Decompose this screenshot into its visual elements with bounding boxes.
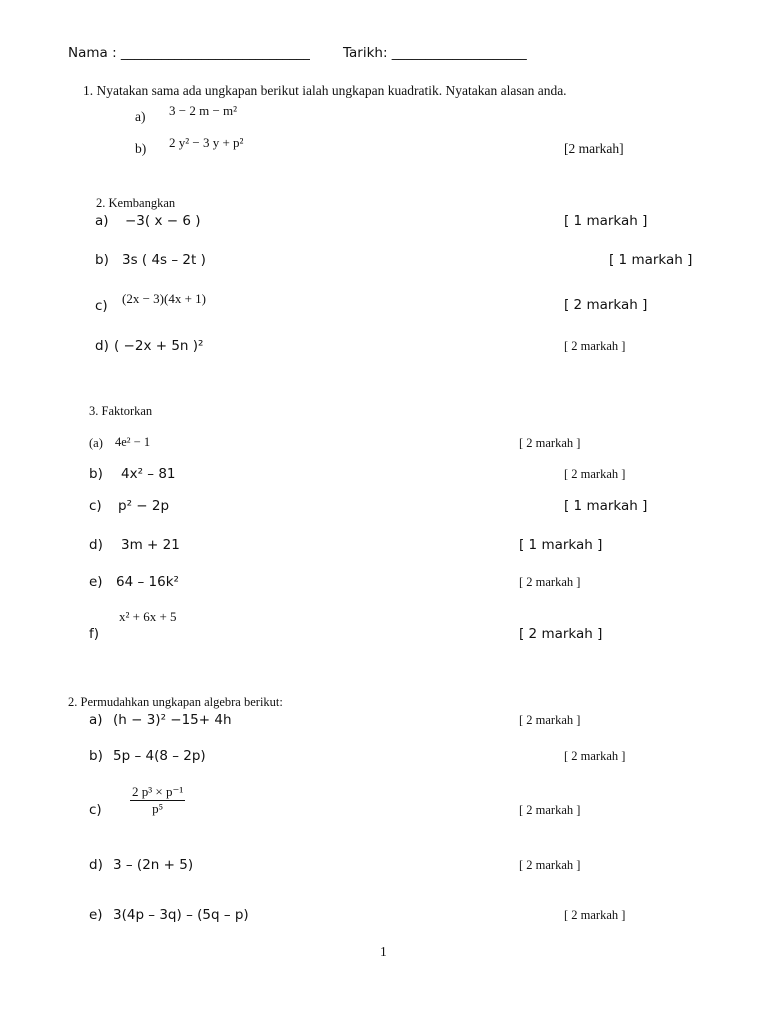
q4-a-label: a) xyxy=(89,712,103,728)
q4-b-marks: [ 2 markah ] xyxy=(564,749,626,763)
q4-b-expression: 5p – 4(8 – 2p) xyxy=(113,748,206,764)
q4-c-label: c) xyxy=(89,802,102,818)
page-number: 1 xyxy=(380,944,387,959)
q4-d-label: d) xyxy=(89,857,103,873)
q3-f-expression: x² + 6x + 5 xyxy=(119,609,177,624)
q3-e-expression: 64 – 16k² xyxy=(116,574,179,590)
q3-b-marks: [ 2 markah ] xyxy=(564,467,626,481)
q3-title: 3. Faktorkan xyxy=(89,404,153,418)
q2-d-label: d) xyxy=(95,338,109,354)
q4-title: 2. Permudahkan ungkapan algebra berikut: xyxy=(68,695,283,709)
q4-e-marks: [ 2 markah ] xyxy=(564,908,626,922)
q3-a-expression: 4e² − 1 xyxy=(115,435,151,449)
q4-e-expression: 3(4p – 3q) – (5q – p) xyxy=(113,907,249,923)
q2-a-expression: −3( x − 6 ) xyxy=(125,213,201,229)
q1-a-label: a) xyxy=(135,109,146,124)
q1-b-expression: 2 y² − 3 y + p² xyxy=(169,135,244,150)
q1-b-label: b) xyxy=(135,141,147,156)
q4-e-label: e) xyxy=(89,907,103,923)
q3-e-marks: [ 2 markah ] xyxy=(519,575,581,589)
q4-d-marks: [ 2 markah ] xyxy=(519,858,581,872)
q3-c-label: c) xyxy=(89,498,102,514)
q2-a-label: a) xyxy=(95,213,109,229)
q3-a-label: (a) xyxy=(89,436,103,450)
q3-f-label: f) xyxy=(89,626,100,642)
q4-c-marks: [ 2 markah ] xyxy=(519,803,581,817)
q4-c-denominator: p⁵ xyxy=(152,801,164,816)
q3-c-marks: [ 1 markah ] xyxy=(564,498,648,514)
q4-b-label: b) xyxy=(89,748,103,764)
q2-b-expression: 3s ( 4s – 2t ) xyxy=(122,252,206,268)
q3-c-expression: p² − 2p xyxy=(118,498,170,514)
q2-b-label: b) xyxy=(95,252,109,268)
q3-d-marks: [ 1 markah ] xyxy=(519,537,603,553)
q2-c-label: c) xyxy=(95,298,108,314)
q3-b-expression: 4x² – 81 xyxy=(121,466,176,482)
q1-a-expression: 3 − 2 m − m² xyxy=(169,103,238,118)
q1-title: 1. Nyatakan sama ada ungkapan berikut ialah ungkapan kuadratik. Nyatakan alasan anda. xyxy=(83,83,567,98)
nama-field: Nama : ____________________________ xyxy=(68,45,310,61)
q2-b-marks: [ 1 markah ] xyxy=(609,252,693,268)
q3-d-label: d) xyxy=(89,537,103,553)
q4-c-fraction xyxy=(130,784,185,817)
q2-a-marks: [ 1 markah ] xyxy=(564,213,648,229)
q2-title: 2. Kembangkan xyxy=(96,196,176,210)
q4-a-expression: (h − 3)² −15+ 4h xyxy=(113,712,232,728)
q2-d-marks: [ 2 markah ] xyxy=(564,339,626,353)
q1-marks: [2 markah] xyxy=(564,141,624,156)
q3-f-marks: [ 2 markah ] xyxy=(519,626,603,642)
q2-c-marks: [ 2 markah ] xyxy=(564,297,648,313)
tarikh-field: Tarikh: ____________________ xyxy=(343,45,527,61)
q4-a-marks: [ 2 markah ] xyxy=(519,713,581,727)
q3-a-marks: [ 2 markah ] xyxy=(519,436,581,450)
q3-d-expression: 3m + 21 xyxy=(121,537,180,553)
q3-b-label: b) xyxy=(89,466,103,482)
q4-c-numerator: 2 p³ × p⁻¹ xyxy=(132,784,184,799)
q2-d-expression: ( −2x + 5n )² xyxy=(114,338,204,354)
q4-d-expression: 3 – (2n + 5) xyxy=(113,857,194,873)
q2-c-expression: (2x − 3)(4x + 1) xyxy=(122,291,206,306)
q3-e-label: e) xyxy=(89,574,103,590)
